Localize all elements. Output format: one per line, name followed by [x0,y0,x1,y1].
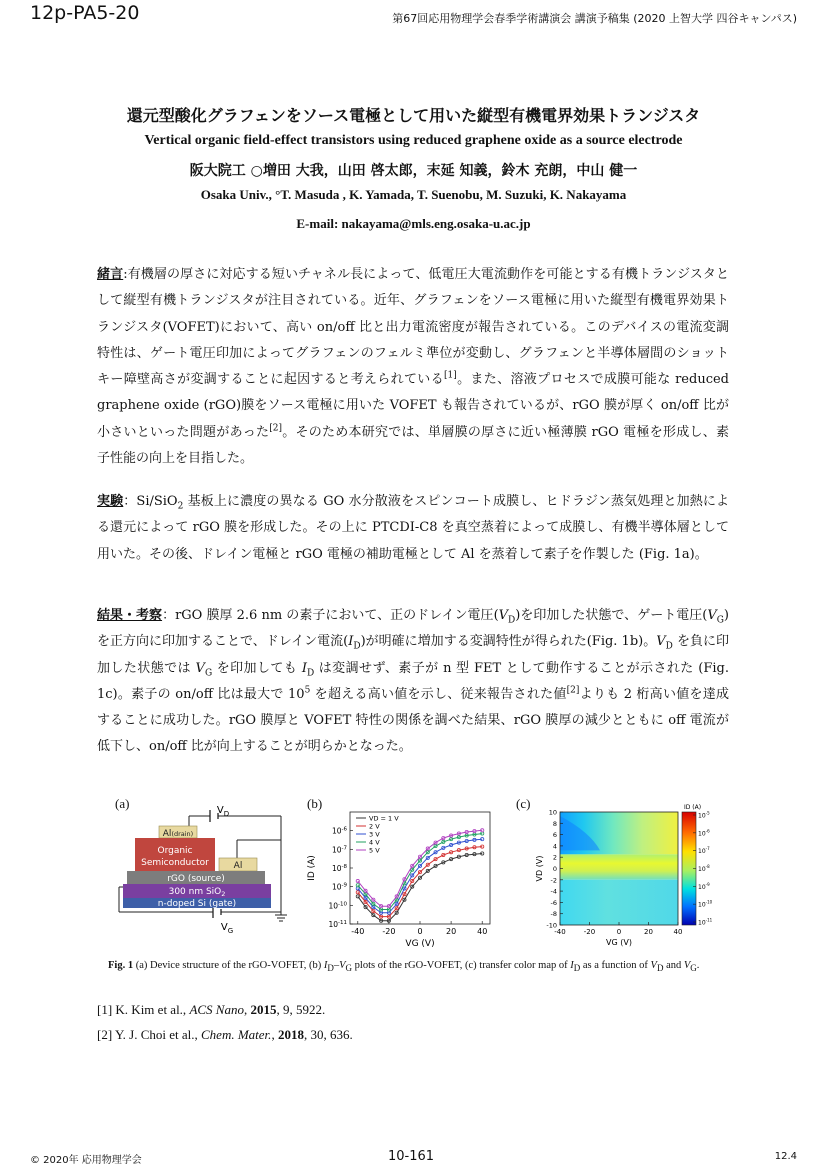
data-point [356,891,359,894]
y-tick-label [332,883,348,892]
tick-exponent: -6 [705,828,710,834]
organic-label-1: Organic [157,846,193,856]
legend-label: 2 V [369,822,380,831]
ref-details: , 30, 636. [303,1027,353,1042]
tick-exponent: -9 [341,882,347,889]
caption-text: . [696,960,700,971]
intro-text-3: 。そのため本研究では、単層膜の厚さに近い極薄膜 rGO 電極を形成し、素子性能の向上を目指した。 [97,424,729,467]
data-point [356,887,359,890]
citation-1: [1] [443,370,457,381]
device-structure-diagram [115,800,300,940]
citation-2: [2] [269,423,282,434]
tick-base: 10 [331,845,342,855]
organic-label-2: Semiconductor [141,858,209,868]
var-vg-sub: G [204,668,213,679]
caption-fig-label: Fig. 1 [108,960,134,971]
x-tick-label: 40 [673,928,683,936]
ref-number: [2] [97,1027,113,1042]
caption-dash: – [333,960,340,971]
y-tick-label: 4 [552,842,557,851]
contact-email: E-mail: nakayama@mls.eng.osaka-u.ac.jp [296,216,531,231]
conference-header: 第67回応用物理学会春季学術講演会 講演予稿集 (2020 上智大学 四谷キャンパス) [392,12,797,25]
tick-base: 10 [698,901,706,909]
page-code: 12p-PA5-20 [30,2,140,24]
y-tick-label: 8 [552,819,557,828]
x-tick-label: 0 [616,928,622,936]
results-text: は変調せず、素子が n 型 FET として動作することが示された (Fig. 1c)。素子の on/off 比は最大で 10 [97,660,729,702]
y-axis-label: ID (A) [307,855,317,881]
var-id: I [301,660,307,676]
results-text: )を正方向に印加することで、ドレイン電流( [97,608,729,650]
caption-var: V [683,960,691,971]
caption-text: (a) Device structure of the rGO-VOFET, (b) [133,960,324,971]
x-tick-label: 20 [446,927,457,936]
panel-b-label: (b) [307,796,323,811]
legend-label: 4 V [369,838,380,847]
tick-exponent: -10 [338,901,347,908]
al-label: Al [233,861,243,871]
y-tick-label: -6 [550,898,557,907]
y-tick-label [332,845,348,854]
panel-c-label: (c) [516,796,531,811]
color-map-chart [520,800,715,950]
results-text: )が明確に増加する変調特性が得られた(Fig. 1b)。 [360,634,657,650]
var-vd-sub: D [508,615,516,626]
caption-sub: D [327,963,334,974]
y-tick-label: -4 [550,887,557,896]
y-tick-label: 0 [552,865,557,873]
reference-1 [97,1002,325,1018]
y-tick-label: -8 [550,910,557,919]
ground-icon [275,915,287,921]
var-vg: V [195,660,205,676]
ref-number: [1] [97,1002,113,1017]
tick-exponent: -11 [705,917,713,923]
title-japanese: 還元型酸化グラフェンをソース電極として用いた縦型有機電界効果トランジスタ [126,106,701,125]
x-axis-label: VG (V) [405,939,435,949]
x-axis-label: VG (V) [606,938,632,947]
intro-text-2: 。また、溶液プロセスで成膜可能な reduced graphene oxide (rGO)膜をソース電極に用いた VOFET も報告されているが、rGO 膜が厚く on/off 比が小さいといった問題があった [97,372,729,440]
var-vg: V [707,608,717,623]
rgo-label: rGO (source) [167,874,225,884]
colorbar-tick-label [698,828,710,837]
y-tick-label: 10 [548,808,557,817]
map-region-near-zero [560,854,678,879]
caption-sub: G [345,963,353,974]
experiment-text-b: 基板上に濃度の異なる GO 水分散液をスピンコート成膜し、ヒドラジン蒸気処理と加熱による還元によって rGO 膜を形成した。その上に PTCDI-C8 を真空蒸着によって成膜し、有機半導体層として用いた。その後、ドレイン電極と rGO 電極の補助電極として Al を蒸着して素子を作製した (Fig. 1a)。 [97,494,729,562]
results-text: を超える高い値を示し、従来報告された値 [310,686,567,702]
tick-base: 10 [331,826,342,836]
legend-label: 5 V [369,846,380,855]
tick-exponent: -7 [341,845,347,852]
x-tick-label: -20 [382,927,396,936]
vg-label: $V_G$ [220,922,234,935]
caption-var: V [339,960,346,971]
tick-base: 10 [698,883,706,891]
var-vd-sub: D [665,641,673,652]
caption-var: V [650,960,657,971]
results-heading: 結果・考察 [97,608,163,623]
tick-exponent: -9 [705,881,710,887]
tick-exponent: -11 [338,920,347,926]
y-tick-label [328,901,347,910]
experiment-paragraph [97,489,729,568]
y-tick-label: -2 [550,876,557,885]
data-point [356,884,359,887]
legend-label: VD = 1 V [369,814,399,823]
panel-a-label: (a) [115,796,130,811]
results-text: を印加しても [212,660,302,676]
tick-base: 10 [698,812,706,820]
footer-session: 12.4 [774,1151,797,1162]
var-vd: V [498,608,509,623]
colorbar-tick-label [698,900,713,909]
caption-sub: G [690,963,697,974]
map-region-negative-vd [560,880,678,925]
tick-exponent: -6 [341,826,347,833]
legend-label: 3 V [369,830,380,839]
tick-exponent: -10 [705,899,713,905]
intro-paragraph [97,262,729,472]
experiment-text-a: ：Si/SiO [123,494,178,509]
ref-year: 2018 [277,1027,304,1042]
tick-base: 10 [331,882,342,892]
tick-base: 10 [328,920,339,929]
results-text: )を印加した状態で、ゲート電圧( [515,608,708,623]
var-id: I [348,634,354,650]
y-tick-label [328,920,347,929]
sio2-label: 300 nm SiO$_2$ [168,887,226,898]
caption-text: plots of the rGO-VOFET, (c) transfer color map of [352,960,571,971]
caption-text: and [663,960,684,971]
tick-base: 10 [328,901,339,911]
transfer-curve-chart [300,800,505,950]
colorbar-tick-label [698,811,710,820]
ref-sep: , [271,1027,278,1042]
results-text: を負に印加した状態では [97,634,729,676]
tick-base: 10 [698,919,706,927]
var-id-sub: D [306,668,315,679]
tick-exponent: -5 [705,810,710,816]
y-tick-label: 6 [552,831,557,840]
tick-base: 10 [698,830,706,838]
title-english: Vertical organic field-effect transistors using reduced graphene oxide as a source electrode [144,133,683,148]
citation-2: [2] [566,685,580,696]
x-tick-label: -40 [554,928,566,936]
y-tick-label [332,864,348,873]
colorbar-tick-label [698,846,710,855]
results-text: よりも 2 桁高い値を達成することに成功した。rGO 膜厚と VOFET 特性の関係を調べた結果、rGO 膜厚の減少とともに off 電流が低下し、on/off 比が向上することが明らかとなった。 [97,686,729,755]
authors-english: Osaka Univ., °T. Masuda , K. Yamada, T. Suenobu, M. Suzuki, K. Nakayama [200,187,627,202]
x-tick-label: -20 [583,928,596,936]
results-paragraph [97,603,729,761]
intro-heading: 緒言 [97,267,124,282]
authors-japanese: 阪大院工 ○増田 大我，山田 啓太郎，末延 知義，鈴木 充朗，中山 健一 [189,163,638,179]
vd-label: $V_D$ [216,805,230,818]
al-drain-label: Al(drain) [162,829,194,839]
experiment-sub: 2 [177,501,184,512]
ref-details: , 9, 5922. [276,1002,326,1017]
exponent: 5 [304,685,311,696]
footer-copyright: © 2020年 応用物理学会 [30,1155,142,1166]
intro-text: :有機層の厚さに対応する短いチャネル長によって、低電圧大電流動作を可能とする有機トランジスタとして縦型有機トランジスタが注目されている。近年、グラフェンをソース電極に用いた縦型有機電界効果トランジスタ(VOFET)において、高い on/off 比と出力電流密度が報告されている。このデバイスの電流変調特性は、ゲート電圧印加によってグラフェンのフェルミ準位が変動し、グラフェンと半導体層間のショットキー障壁高さが変調することに起因すると考えられている [97,267,729,388]
results-text: ：rGO 膜厚 2.6 nm の素子において、正のドレイン電圧( [162,608,499,623]
colorbar-tick-label [698,882,710,891]
x-tick-label: -40 [351,927,365,936]
y-tick-label [332,827,348,836]
colorbar-label: ID (A) [684,804,702,811]
tick-base: 10 [698,848,706,856]
tick-exponent: -8 [705,864,710,869]
y-axis-label: VD (V) [535,855,544,882]
tick-base: 10 [331,864,342,873]
caption-var: I [570,960,574,971]
si-label: n-doped Si (gate) [157,899,237,909]
y-tick-label: 2 [552,853,557,862]
caption-sub: D [573,963,581,974]
tick-exponent: -7 [705,846,710,852]
x-tick-label: 0 [417,927,423,936]
figure-caption [108,958,723,973]
colorbar-tick-label [698,918,713,927]
ref-year: 2015 [250,1002,277,1017]
var-vg-sub: G [716,615,724,626]
caption-sub: D [656,963,664,974]
var-id-sub: D [353,641,361,652]
experiment-heading: 実験 [97,494,124,509]
tick-exponent: -8 [341,864,347,870]
tick-base: 10 [698,866,706,873]
colorbar-tick-label [698,864,710,873]
ref-journal: ACS Nano [189,1002,244,1017]
caption-var: I [323,960,328,971]
reference-2 [97,1027,353,1043]
ref-journal: Chem. Mater. [201,1027,272,1042]
caption-text: as a function of [580,960,651,971]
x-tick-label: 40 [477,927,488,936]
ref-authors: Y. J. Choi et al., [112,1027,202,1042]
ref-authors: K. Kim et al., [112,1002,190,1017]
x-tick-label: 20 [644,928,653,936]
var-vd: V [656,634,666,650]
series-line [358,854,482,921]
footer-page-number: 10-161 [388,1149,435,1164]
y-tick-label: -10 [546,921,557,930]
ref-sep: , [243,1002,251,1017]
